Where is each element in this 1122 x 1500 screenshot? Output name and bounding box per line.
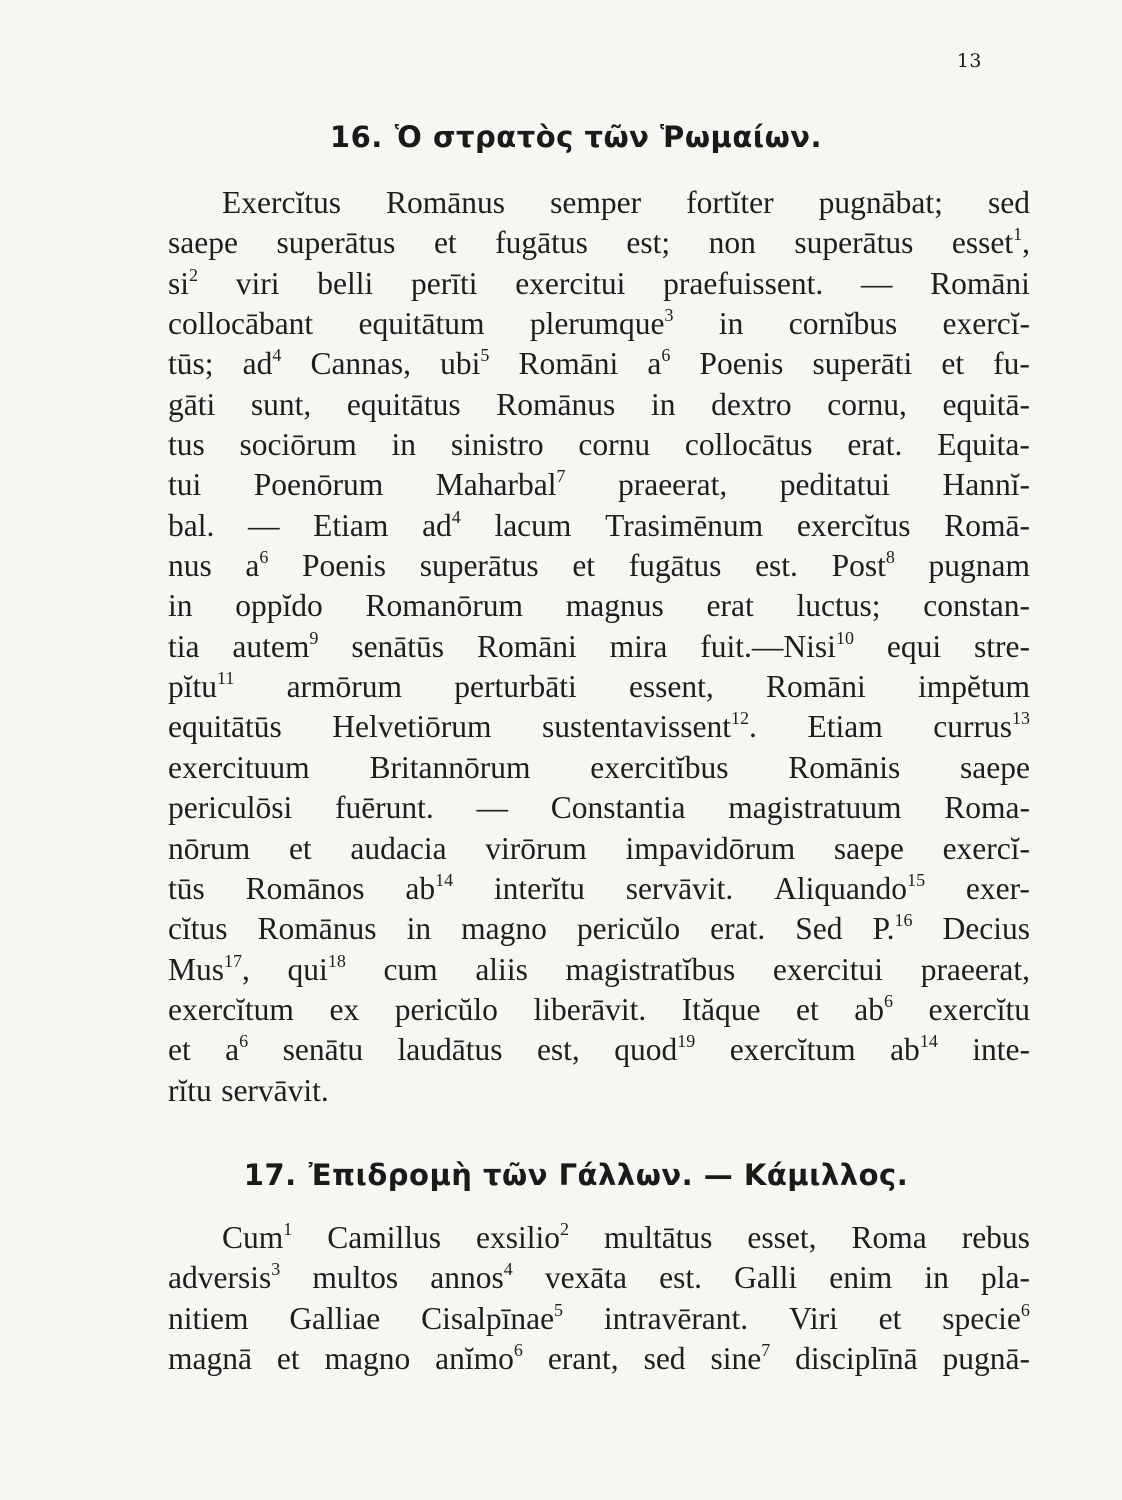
section-16-number: 16. <box>329 120 383 154</box>
section-17-heading <box>0 1158 1122 1192</box>
text-line: et $a^6$ senātu laudātus est, quod$^{19}$ exercĭtum $ab^{14}$ inte- <box>168 1031 1030 1068</box>
text-line: nus $a^6$ Poenis superātus et fugātus est. Post$^8$ pugnam <box>168 547 1030 584</box>
section-16-heading <box>0 120 1122 154</box>
text-line: equitātūs Helvetiōrum sustentavissent$^{12}$. Etiam currus$^{13}$ <box>168 708 1030 745</box>
text-line: bal. — Etiam $ad^4$ lacum Trasimēnum exercĭtus Romā- <box>168 506 1030 543</box>
text-line: tui Poenōrum Maharbal$^7$ praeerat, peditatui Hannĭ- <box>168 466 1030 503</box>
text-line: in oppĭdo Romanōrum magnus erat luctus; constan- <box>168 588 1030 624</box>
text-line: adversis$^3$ multos annos$^4$ vexāta est. Galli enim in pla- <box>168 1259 1030 1296</box>
text-line: tus sociōrum in sinistro cornu collocātus erat. Equita- <box>168 427 1030 463</box>
text-line: $si^2$ viri belli perīti exercitui praefuissent. — Romāni <box>168 264 1030 301</box>
text-line: collocābant equitātum plerumque$^3$ in cornĭbus exercĭ- <box>168 305 1030 342</box>
text-line: exercĭtum ex pericŭlo liberāvit. Ităque et $ab^6$ exercĭtu <box>168 990 1030 1027</box>
text-line: magnā et magno anĭmo$^6$ erant, sed sine$^7$ disciplīnā pugnā- <box>168 1340 1030 1377</box>
text-line: cĭtus Romānus in magno pericŭlo erat. Sed P.$^{16}$ Decius <box>168 910 1030 947</box>
text-line: saepe superātus et fugātus est; non superātus esset$^1$, <box>168 224 1030 261</box>
text-line: gāti sunt, equitātus Romānus in dextro cornu, equitā- <box>168 386 1030 422</box>
text-line: nitiem Galliae Cisalpīnae$^5$ intravērant. Viri et specie$^6$ <box>168 1299 1030 1336</box>
text-line: exercituum Britannōrum exercitĭbus Romānis saepe <box>168 749 1030 785</box>
text-line: nōrum et audacia virōrum impavidōrum saepe exercĭ- <box>168 830 1030 866</box>
section-16-body <box>168 183 1030 1111</box>
section-16-title: Ὁ στρατὸς τῶν Ῥωμαίων. <box>394 120 823 154</box>
text-line: Exercĭtus Romānus semper fortĭter pugnābat; sed <box>222 185 1030 220</box>
text-line: rĭtu servāvit. <box>168 1072 329 1108</box>
text-line: Mus$^{17}$, qui$^{18}$ cum aliis magistratĭbus exercitui praeerat, <box>168 950 1030 987</box>
text-line: pĭtu$^{11}$ armōrum perturbāti essent, Romāni impĕtum <box>168 668 1030 705</box>
page-number: 13 <box>956 50 982 72</box>
text-line: tūs; $ad^4$ Cannas, ubi$^5$ Romāni $a^6$ Poenis superāti et fu- <box>168 345 1030 382</box>
text-line: tia autem$^9$ senātūs Romāni mira fuit.—Nisi$^{10}$ equi stre- <box>168 627 1030 664</box>
section-17-title: Ἐπιδρομὴ τῶν Γάλλων. — Κάμιλλος. <box>308 1158 909 1192</box>
section-17-body <box>168 1218 1030 1379</box>
section-17-number: 17. <box>243 1158 297 1192</box>
text-line: tūs Romānos $ab^{14}$ interĭtu servāvit. Aliquando$^{15}$ exer- <box>168 869 1030 906</box>
text-line: Cum$^1$ Camillus exsilio$^2$ multātus esset, Roma rebus <box>222 1219 1030 1255</box>
text-line: periculōsi fuērunt. — Constantia magistratuum Roma- <box>168 790 1030 826</box>
